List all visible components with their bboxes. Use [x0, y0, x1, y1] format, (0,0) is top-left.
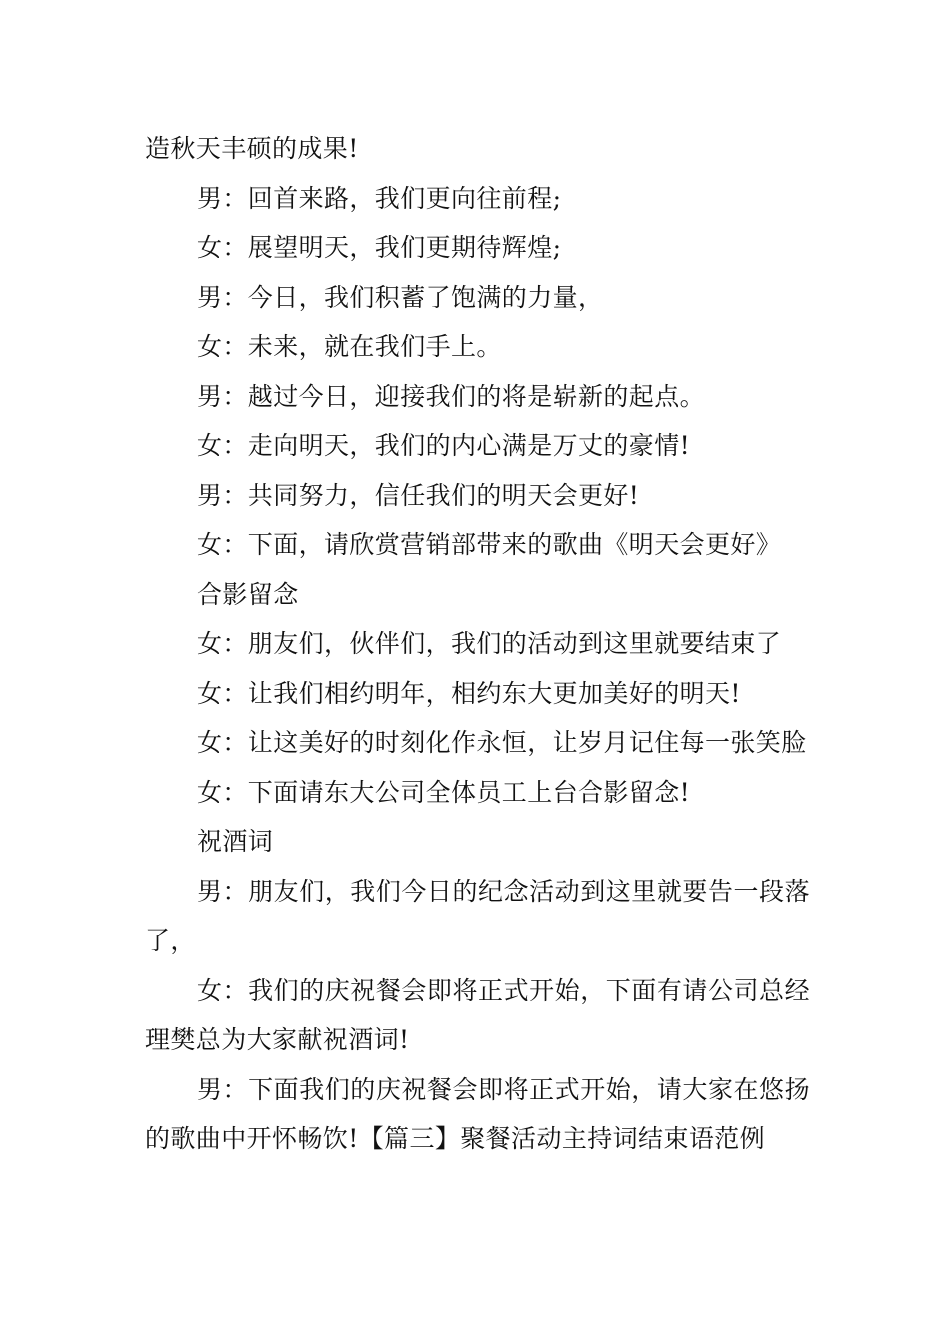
- paragraph: 女：下面请东大公司全体员工上台合影留念!: [197, 777, 691, 807]
- paragraph: 男：下面我们的庆祝餐会即将正式开始，请大家在悠扬的歌曲中开怀畅饮!【篇三】聚餐活动主持词结束语范例: [145, 1074, 810, 1153]
- section-heading: 合影留念: [197, 579, 299, 609]
- paragraph: 女：让这美好的时刻化作永恒，让岁月记住每一张笑脸: [197, 728, 807, 757]
- section-heading: 祝酒词: [197, 827, 274, 856]
- paragraph: 女：让我们相约明年，相约东大更加美好的明天!: [197, 678, 741, 708]
- paragraph: 男：今日，我们积蓄了饱满的力量，: [197, 282, 604, 312]
- paragraph: 女：走向明天，我们的内心满是万丈的豪情!: [197, 431, 691, 460]
- paragraph: 男：朋友们，我们今日的纪念活动到这里就要告一段落了，: [145, 876, 810, 955]
- paragraph: 女：未来，就在我们手上。: [197, 332, 502, 361]
- paragraph: 女：我们的庆祝餐会即将正式开始，下面有请公司总经理樊总为大家献祝酒词!: [145, 975, 810, 1054]
- paragraph: 男：越过今日，迎接我们的将是崭新的起点。: [197, 381, 706, 411]
- document-body: [145, 124, 810, 1164]
- paragraph: 女：朋友们，伙伴们，我们的活动到这里就要结束了: [197, 629, 782, 658]
- paragraph: 男：共同努力，信任我们的明天会更好!: [197, 480, 640, 510]
- paragraph: 男：回首来路，我们更向往前程;: [197, 183, 562, 213]
- paragraph: 女：展望明天，我们更期待辉煌;: [197, 233, 562, 262]
- paragraph: 女：下面，请欣赏营销部带来的歌曲《明天会更好》: [197, 530, 782, 559]
- paragraph: 造秋天丰硕的成果!: [145, 134, 359, 163]
